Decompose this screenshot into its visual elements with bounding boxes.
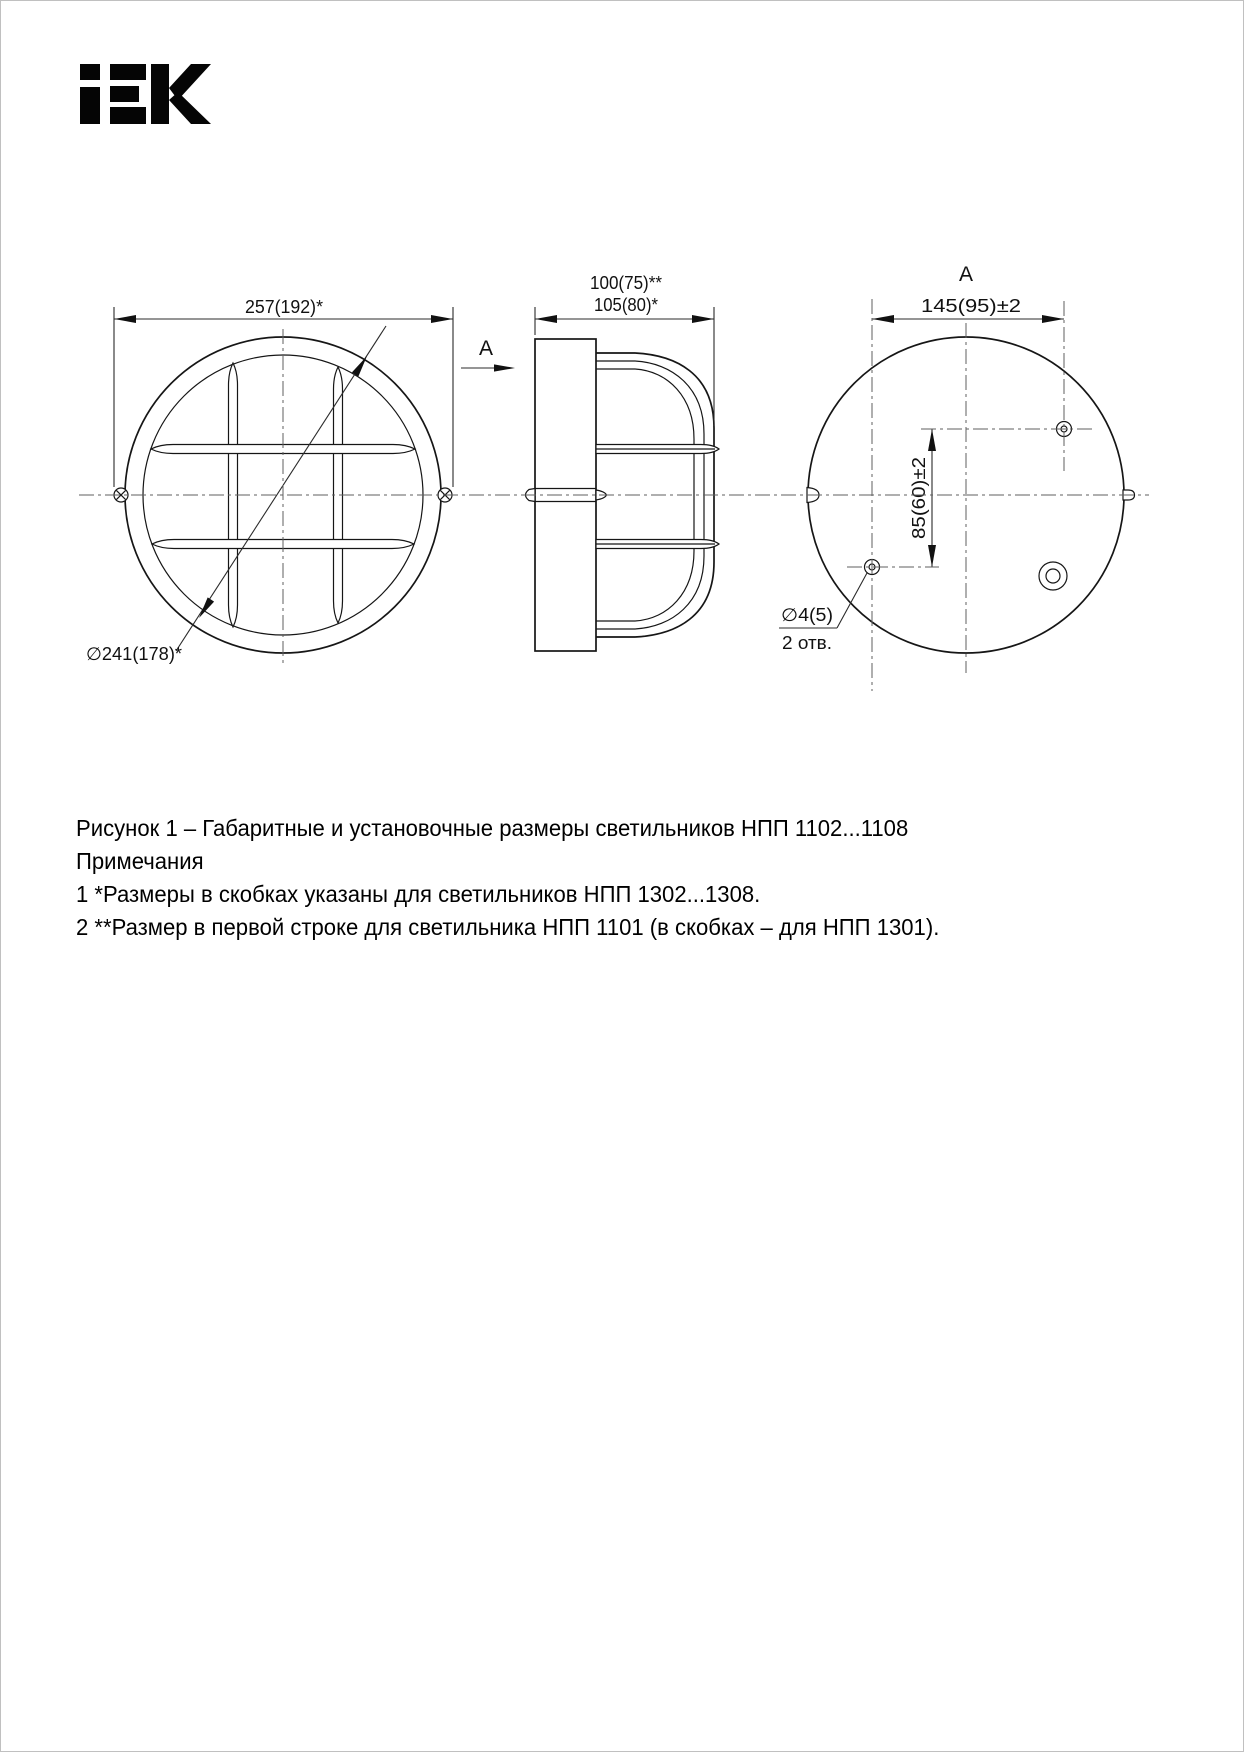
notes-header: Примечания — [76, 848, 204, 874]
view-direction-label: А — [478, 337, 494, 360]
view-direction-marker — [461, 337, 515, 372]
figure-title: Рисунок 1 – Габаритные и установочные размеры светильников НПП 1102...1108 — [76, 815, 909, 841]
rear-view-label: А — [958, 263, 974, 286]
note-2: 2 **Размер в первой строке для светильника НПП 1101 (в скобках – для НПП 1301). — [76, 914, 940, 940]
arrowhead-icon — [494, 364, 515, 371]
grille-bar-edge-top — [596, 445, 719, 454]
arrowhead-icon — [872, 315, 894, 323]
arrowhead-icon — [1042, 315, 1064, 323]
arrowhead-icon — [431, 315, 453, 323]
side-depth-dimension-text-1: 100(75)** — [590, 273, 662, 293]
arrowhead-icon — [114, 315, 136, 323]
hole-count-text: 2 отв. — [782, 633, 832, 653]
front-view — [86, 297, 453, 664]
technical-drawing — [1, 1, 1244, 771]
rear-hole-spacing-dimension — [872, 263, 1064, 323]
side-view — [461, 273, 719, 651]
cable-entry-boss-icon — [1039, 562, 1067, 590]
rear-view — [779, 263, 1135, 653]
arrowhead-icon — [692, 315, 714, 323]
rear-hole-spacing-text: 145(95)±2 — [921, 296, 1021, 316]
note-1: 1 *Размеры в скобках указаны для светильников НПП 1302...1308. — [76, 881, 761, 907]
lens-diameter-text: ∅241(178)* — [86, 644, 182, 664]
arrowhead-icon — [535, 315, 557, 323]
side-depth-dimension-text-2: 105(80)* — [594, 295, 658, 315]
figure-caption-block — [76, 812, 1136, 944]
hole-diameter-text: ∅4(5) — [781, 605, 833, 625]
front-width-dimension-text: 257(192)* — [245, 297, 323, 317]
grille-bar-edge-bottom — [596, 540, 719, 549]
rear-vertical-spacing-text: 85(60)±2 — [909, 467, 929, 539]
